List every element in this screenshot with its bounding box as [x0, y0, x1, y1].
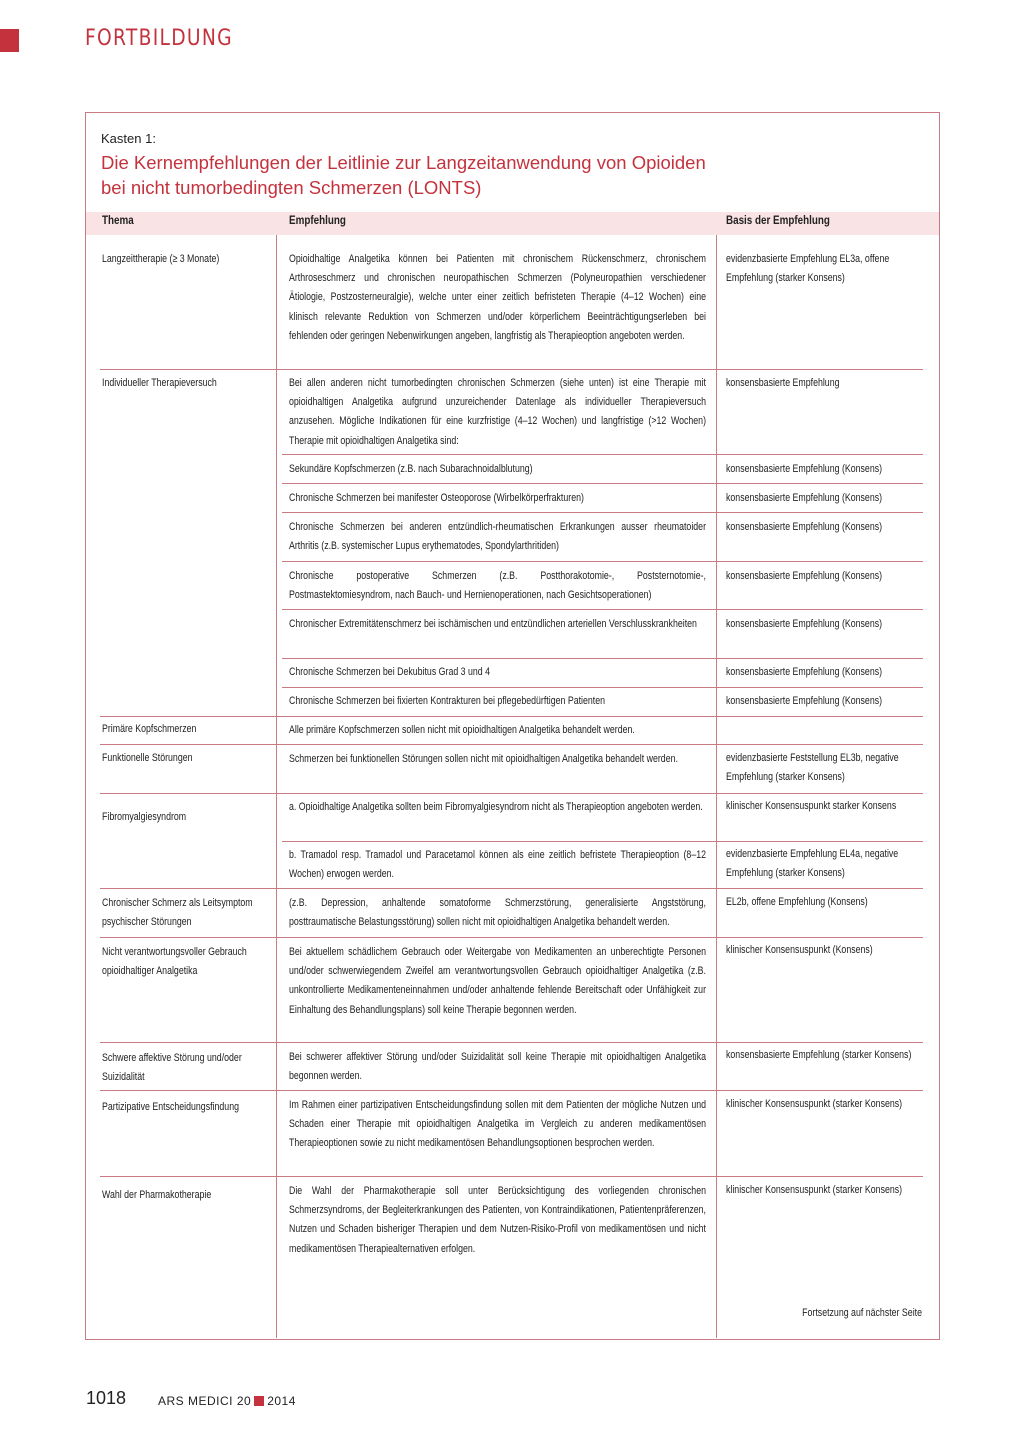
column-header-thema: Thema — [102, 213, 134, 227]
box-title-line-2: bei nicht tumorbedingten Schmerzen (LONTS) — [101, 177, 482, 198]
table-cell-basis: klinischer Konsensuspunkt (starker Konsens) — [726, 1098, 903, 1110]
table-cell-empfehlung: a. Opioidhaltige Analgetika sollten beim Fibromyalgiesyndrom nicht als Therapieoption angeboten werden. — [289, 801, 703, 813]
row-divider — [282, 483, 923, 484]
row-divider — [282, 609, 923, 610]
table-cell-basis: EL2b, offene Empfehlung (Konsens) — [726, 896, 868, 908]
row-divider — [100, 1176, 923, 1177]
table-cell-basis: konsensbasierte Empfehlung — [726, 377, 840, 389]
table-cell-thema: Schwere affektive Störung und/oder Suizidalität — [102, 1052, 242, 1084]
table-cell-empfehlung: Sekundäre Kopfschmerzen (z.B. nach Subarachnoidalblutung) — [289, 463, 533, 475]
table-cell-basis: konsensbasierte Empfehlung (Konsens) — [726, 666, 883, 678]
table-cell-basis: klinischer Konsensuspunkt (starker Konsens) — [726, 1184, 903, 1196]
table-cell-basis: evidenzbasierte Empfehlung EL3a, offene Empfehlung (starker Konsens) — [726, 253, 890, 285]
table-cell-empfehlung: Alle primäre Kopfschmerzen sollen nicht mit opioidhaltigen Analgetika behandelt werden. — [289, 724, 635, 736]
table-cell-basis: klinischer Konsensuspunkt starker Konsens — [726, 800, 897, 812]
section-title: FORTBILDUNG — [85, 26, 233, 51]
table-cell-thema: Langzeittherapie (≥ 3 Monate) — [102, 253, 220, 265]
row-divider — [282, 658, 923, 659]
row-divider — [100, 888, 923, 889]
row-divider — [282, 454, 923, 455]
table-cell-basis: evidenzbasierte Empfehlung EL4a, negative Empfehlung (starker Konsens) — [726, 848, 899, 880]
row-divider — [282, 561, 923, 562]
table-cell-empfehlung: Chronische Schmerzen bei fixierten Kontrakturen bei pflegebedürftigen Patienten — [289, 695, 606, 707]
separator-square — [254, 1396, 264, 1406]
table-cell-empfehlung: Chronische Schmerzen bei manifester Osteoporose (Wirbelkörperfrakturen) — [289, 492, 584, 504]
table-cell-thema: Nicht verantwortungsvoller Gebrauch opioidhaltiger Analgetika — [102, 946, 247, 978]
table-cell-basis: konsensbasierte Empfehlung (Konsens) — [726, 463, 883, 475]
table-cell-thema: Partizipative Entscheidungsfindung — [102, 1101, 239, 1113]
table-cell-basis: konsensbasierte Empfehlung (Konsens) — [726, 492, 883, 504]
row-divider — [100, 1042, 923, 1043]
column-divider — [276, 235, 277, 1338]
table-cell-empfehlung: (z.B. Depression, anhaltende somatoforme Schmerzstörung, generalisierte Angststörung, posttraumatische Belastungsstörung) sollen nicht mit opioidhaltigen Analgetika behandelt werden. — [289, 897, 706, 929]
table-cell-basis: konsensbasierte Empfehlung (Konsens) — [726, 570, 883, 582]
row-divider — [100, 369, 923, 370]
table-cell-thema: Wahl der Pharmakotherapie — [102, 1189, 212, 1201]
box-title — [101, 150, 706, 200]
table-cell-basis: konsensbasierte Empfehlung (Konsens) — [726, 618, 883, 630]
table-cell-basis: klinischer Konsensuspunkt (Konsens) — [726, 944, 873, 956]
table-cell-basis: konsensbasierte Empfehlung (Konsens) — [726, 695, 883, 707]
table-cell-empfehlung: Bei schwerer affektiver Störung und/oder Suizidalität soll keine Therapie mit opioidhaltigen Analgetika begonnen werden. — [289, 1051, 706, 1083]
row-divider — [100, 716, 923, 717]
row-divider — [100, 744, 923, 745]
journal-year: 2014 — [267, 1394, 296, 1408]
table-cell-empfehlung: Chronische Schmerzen bei Dekubitus Grad 3 und 4 — [289, 666, 491, 678]
row-divider — [100, 793, 923, 794]
table-cell-empfehlung: Opioidhaltige Analgetika können bei Patienten mit chronischem Rückenschmerz, chronischem Arthroseschmerz und chronischen neuropathischen Schmerzen (Polyneuropathien verschiedener Ätiologie, Postzosterneuralgie), welche unter einer zeitlich befristeten Therapie (4–12 Wochen) eine klinisch relevante Reduktion von Schmerzen und/oder körperlichem Beeinträchtigungserleben bei fehlenden oder geringen Nebenwirkungen angeben, langfristig als Therapieoption angeboten werden. — [289, 253, 706, 342]
box-title-line-1: Die Kernempfehlungen der Leitlinie zur Langzeitanwendung von Opioiden — [101, 152, 706, 173]
table-cell-empfehlung: Schmerzen bei funktionellen Störungen sollen nicht mit opioidhaltigen Analgetika behandelt werden. — [289, 753, 678, 765]
table-cell-basis: evidenzbasierte Feststellung EL3b, negative Empfehlung (starker Konsens) — [726, 752, 899, 784]
column-divider — [716, 235, 717, 1338]
continuation-note: Fortsetzung auf nächster Seite — [802, 1307, 922, 1319]
table-cell-empfehlung: Chronische Schmerzen bei anderen entzündlich-rheumatischen Erkrankungen ausser rheumatoider Arthritis (z.B. systemischer Lupus erythematodes, Spondylarthritiden) — [289, 521, 706, 553]
table-cell-thema: Fibromyalgiesyndrom — [102, 811, 187, 823]
row-divider — [282, 841, 923, 842]
row-divider — [282, 687, 923, 688]
row-divider — [282, 512, 923, 513]
table-cell-empfehlung: Chronische postoperative Schmerzen (z.B. Postthorakotomie-, Poststernotomie-, Postmastektomiesyndrom, nach Bauch- und Hernienoperationen, nach Gesichtsoperationen) — [289, 570, 706, 602]
table-cell-basis: konsensbasierte Empfehlung (starker Konsens) — [726, 1049, 912, 1061]
column-header-empfehlung: Empfehlung — [289, 213, 346, 227]
table-cell-empfehlung: Im Rahmen einer partizipativen Entscheidungsfindung sollen mit dem Patienten der mögliche Nutzen und Schaden einer Therapie mit opioidhaltigen Analgetika im Vergleich zu anderen medikamentösen Therapieoptionen sowie zu nicht medikamentösen Behandlungsoptionen besprochen werden. — [289, 1099, 706, 1150]
table-cell-basis: konsensbasierte Empfehlung (Konsens) — [726, 521, 883, 533]
journal-title: ARS MEDICI 20 — [158, 1394, 252, 1408]
page-number: 1018 — [86, 1388, 127, 1408]
table-cell-empfehlung: Die Wahl der Pharmakotherapie soll unter Berücksichtigung des vorliegenden chronischen Schmerzsyndroms, der Begleiterkrankungen des Patienten, von Kontraindikationen, Patientenpräferenzen, Nutzen und Schaden bisheriger Therapien und dem Nutzen-Risiko-Profil von medikamentösen und nicht medikamentösen Therapiealternativen erfolgen. — [289, 1185, 706, 1255]
table-cell-thema: Funktionelle Störungen — [102, 752, 193, 764]
table-cell-empfehlung: Bei aktuellem schädlichem Gebrauch oder Weitergabe von Medikamenten an unberechtigte Personen und/oder schwerwiegendem Zweifel am verantwortungsvollen Gebrauch opioidhaltiger Analgetika (z.B. unkontrollierte Medikamenteneinnahmen und/oder anhaltende fehlende Bereitschaft oder Unfähigkeit zur Einhaltung des Behandlungsplans) soll keine Therapie begonnen werden. — [289, 946, 706, 1016]
column-header-basis: Basis der Empfehlung — [726, 213, 830, 227]
table-cell-thema: Primäre Kopfschmerzen — [102, 723, 197, 735]
table-cell-thema: Individueller Therapieversuch — [102, 377, 217, 389]
table-cell-empfehlung: Chronischer Extremitätenschmerz bei ischämischen und entzündlichen arteriellen Verschlusskrankheiten — [289, 618, 697, 630]
box-label: Kasten 1: — [101, 131, 156, 146]
section-marker — [0, 29, 19, 52]
journal-name — [158, 1394, 296, 1408]
table-cell-thema: Chronischer Schmerz als Leitsymptom psychischer Störungen — [102, 897, 253, 929]
table-cell-empfehlung: Bei allen anderen nicht tumorbedingten chronischen Schmerzen (siehe unten) ist eine Therapie mit opioidhaltigen Analgetika aufgrund unzureichender Datenlage als individueller Therapieversuch anzusehen. Mögliche Indikationen für eine kurzfristige (4–12 Wochen) und langfristige (>12 Wochen) Therapie mit opioidhaltigen Analgetika sind: — [289, 377, 706, 447]
row-divider — [100, 937, 923, 938]
row-divider — [100, 1090, 923, 1091]
table-cell-empfehlung: b. Tramadol resp. Tramadol und Paracetamol können als eine zeitlich befristete Therapieoption (8–12 Wochen) erwogen werden. — [289, 849, 706, 881]
